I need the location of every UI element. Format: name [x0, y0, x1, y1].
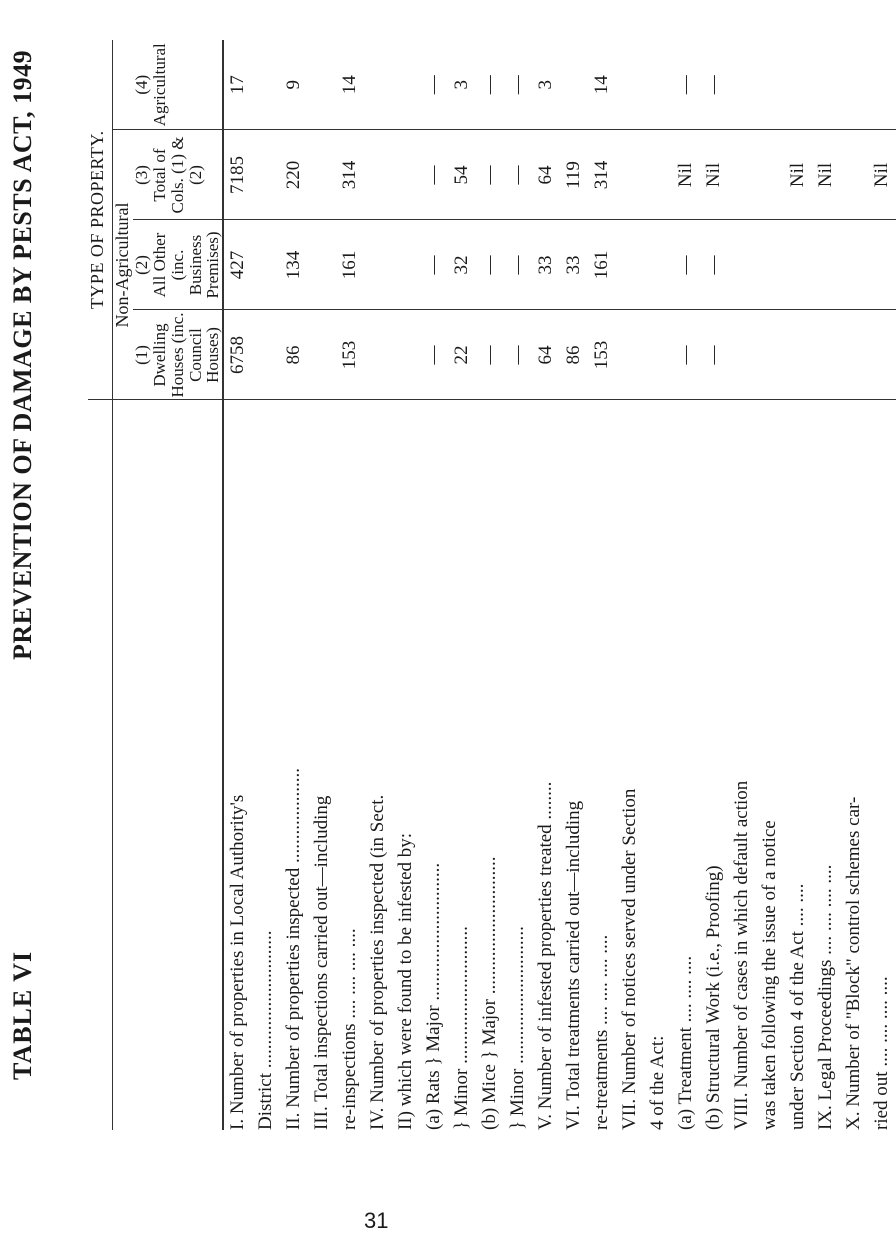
table-row: [616, 40, 644, 1130]
column-number: (3): [132, 165, 151, 185]
table-cell: [308, 220, 336, 310]
header-spacer: [88, 400, 113, 1130]
table-cell: 64: [532, 130, 560, 220]
table-cell: [252, 220, 280, 310]
table-cell: 14: [336, 40, 364, 130]
table-cell: 153: [591, 340, 613, 370]
table-cell: [560, 40, 588, 130]
table-cell: [756, 220, 784, 310]
table-row: [700, 40, 728, 1130]
table-cell: [868, 310, 896, 400]
table-cell: [784, 40, 812, 130]
table-cell: 86: [283, 345, 305, 365]
row-label: IX. Legal Proceedings .... .... .... ....: [812, 400, 840, 1130]
table-cell: —: [507, 345, 529, 365]
row-label: VII. Number of notices served under Section: [616, 400, 644, 1130]
table-cell: —: [703, 345, 725, 365]
table-cell: [812, 310, 840, 400]
column-label: Agricultural: [149, 43, 169, 127]
table-cell: [392, 220, 420, 310]
table-cell: [644, 310, 672, 400]
table-row: [504, 40, 532, 1130]
column-label: Dwelling Houses (inc. Council Houses): [149, 312, 223, 398]
table-cell: 314: [336, 130, 364, 220]
table-row: [336, 40, 364, 1130]
header-spacer: [133, 400, 223, 1130]
column-header: [133, 310, 223, 400]
row-label: II) which were found to be infested by:: [392, 400, 420, 1130]
table-cell: [392, 130, 420, 220]
table-cell: [840, 220, 868, 310]
table-row: [532, 40, 560, 1130]
type-of-property-header: TYPE OF PROPERTY.: [88, 40, 113, 400]
table-cell: [364, 220, 392, 310]
column-header: [133, 220, 223, 310]
row-label: VIII. Number of cases in which default action: [728, 400, 756, 1130]
row-label: } Minor .............................: [448, 400, 476, 1130]
table-row: [588, 40, 616, 1130]
row-label: (a) Treatment .... .... ....: [672, 400, 700, 1130]
table-cell: Nil: [784, 130, 812, 220]
table-row: [756, 40, 784, 1130]
table-cell: Nil: [700, 130, 728, 220]
row-label: IV. Number of properties inspected (in Sect.: [364, 400, 392, 1130]
column-header: [133, 130, 223, 220]
header-spacer: [113, 400, 134, 1130]
table-cell: [756, 130, 784, 220]
table-cell: 32: [448, 220, 476, 310]
table-cell: [616, 40, 644, 130]
table-cell: 134: [280, 220, 308, 310]
table-cell: [756, 310, 784, 400]
table-cell: —: [476, 40, 504, 130]
table-cell: 54: [448, 130, 476, 220]
table-row: [420, 40, 448, 1130]
table-row: [560, 40, 588, 1130]
table-cell: —: [504, 130, 532, 220]
table-row: [280, 40, 308, 1130]
table-row: [252, 40, 280, 1130]
table-cell: 119: [560, 130, 588, 220]
column-header: [133, 40, 223, 130]
table-body: [223, 40, 896, 1130]
row-label: 4 of the Act:: [644, 400, 672, 1130]
table-cell: [784, 310, 812, 400]
table-row: [672, 40, 700, 1130]
table-cell: Nil: [812, 130, 840, 220]
table-cell: 220: [280, 130, 308, 220]
table-cell: [644, 130, 672, 220]
table-cell: 3: [532, 40, 560, 130]
table-cell: [392, 310, 420, 400]
table-cell: [756, 40, 784, 130]
table-cell: [252, 310, 280, 400]
non-agricultural-header: Non-Agricultural: [113, 130, 134, 400]
row-label: III. Total inspections carried out—including: [308, 400, 336, 1130]
table-cell: [616, 220, 644, 310]
row-label: V. Number of infested properties treated ........: [532, 400, 560, 1130]
table-cell: [616, 310, 644, 400]
table-cell: 314: [588, 130, 616, 220]
column-label: All Other (inc. Business Premises): [149, 231, 223, 299]
table-cell: 153: [339, 340, 361, 370]
table-cell: Nil: [868, 130, 896, 220]
table-cell: 161: [588, 220, 616, 310]
row-label: under Section 4 of the Act .... ....: [784, 400, 812, 1130]
table-cell: —: [479, 345, 501, 365]
table-cell: —: [700, 40, 728, 130]
table-cell: [364, 310, 392, 400]
table-cell: —: [504, 40, 532, 130]
table-cell: 33: [560, 220, 588, 310]
table-cell: [812, 40, 840, 130]
table-cell: 9: [280, 40, 308, 130]
table-cell: [252, 130, 280, 220]
table-cell: [728, 130, 756, 220]
table-cell: [392, 40, 420, 130]
table-cell: [308, 40, 336, 130]
row-label: ried out .... .... .... ....: [868, 400, 896, 1130]
column-number: (1): [132, 345, 151, 365]
table-cell: 22: [451, 345, 473, 365]
table-cell: 6758: [227, 336, 249, 374]
table-label: TABLE VI: [8, 950, 37, 1080]
running-head: PREVENTION OF DAMAGE BY PESTS ACT, 1949: [8, 49, 37, 660]
row-label: VI. Total treatments carried out—including: [560, 400, 588, 1130]
table-cell: [644, 220, 672, 310]
table-row: [448, 40, 476, 1130]
table-cell: 33: [532, 220, 560, 310]
table-cell: 3: [448, 40, 476, 130]
row-label: X. Number of "Block" control schemes car-: [840, 400, 868, 1130]
table-row: [223, 40, 252, 1130]
row-label: (b) Mice } Major .............................: [476, 400, 504, 1130]
table-row: [308, 40, 336, 1130]
table-cell: [644, 40, 672, 130]
table-row: [840, 40, 868, 1130]
table-cell: —: [700, 220, 728, 310]
header-spacer: [113, 40, 134, 130]
table-cell: —: [420, 220, 448, 310]
table-cell: 17: [223, 40, 252, 130]
table-cell: [868, 220, 896, 310]
table-cell: [728, 310, 756, 400]
row-label: re-inspections .... .... .... ....: [336, 400, 364, 1130]
table-cell: —: [675, 345, 697, 365]
table-cell: 161: [336, 220, 364, 310]
row-label: (a) Rats } Major .............................: [420, 400, 448, 1130]
row-label: I. Number of properties in Local Authority's: [223, 400, 252, 1130]
table-row: [644, 40, 672, 1130]
table-cell: —: [420, 130, 448, 220]
table-row: [728, 40, 756, 1130]
table-row: [476, 40, 504, 1130]
table-cell: [728, 40, 756, 130]
column-label: Total of Cols. (1) & (2): [149, 136, 205, 214]
table-cell: 86: [563, 345, 585, 365]
table-cell: —: [672, 220, 700, 310]
table-cell: [252, 40, 280, 130]
table-cell: [308, 130, 336, 220]
row-label: re-treatments .... .... .... ....: [588, 400, 616, 1130]
table-cell: 64: [535, 345, 557, 365]
table-cell: [728, 220, 756, 310]
table-cell: [308, 310, 336, 400]
row-label: (b) Structural Work (i.e., Proofing): [700, 400, 728, 1130]
table-row: [812, 40, 840, 1130]
table-cell: —: [476, 130, 504, 220]
table-cell: —: [420, 40, 448, 130]
column-number: (2): [132, 255, 151, 275]
row-label: } Minor .............................: [504, 400, 532, 1130]
table-cell: [840, 40, 868, 130]
table-cell: —: [423, 345, 445, 365]
page-number: 31: [364, 1208, 389, 1233]
table-cell: —: [504, 220, 532, 310]
table-cell: —: [672, 40, 700, 130]
table-cell: [840, 310, 868, 400]
row-label: District .............................: [252, 400, 280, 1130]
table-row: [784, 40, 812, 1130]
table-cell: [784, 220, 812, 310]
table-cell: [616, 130, 644, 220]
table-cell: —: [476, 220, 504, 310]
table-cell: [812, 220, 840, 310]
table-cell: [364, 130, 392, 220]
row-label: II. Number of properties inspected ....................: [280, 400, 308, 1130]
table-row: [392, 40, 420, 1130]
table-cell: 7185: [223, 130, 252, 220]
column-number: (4): [132, 74, 151, 95]
table-row: [364, 40, 392, 1130]
table-cell: [840, 130, 868, 220]
table-cell: [868, 40, 896, 130]
table-cell: [364, 40, 392, 130]
table-row: [868, 40, 896, 1130]
pests-statistics-table: [88, 40, 896, 1130]
row-label: was taken following the issue of a notice: [756, 400, 784, 1130]
table-cell: 427: [223, 220, 252, 310]
table-cell: 14: [588, 40, 616, 130]
table-cell: Nil: [672, 130, 700, 220]
